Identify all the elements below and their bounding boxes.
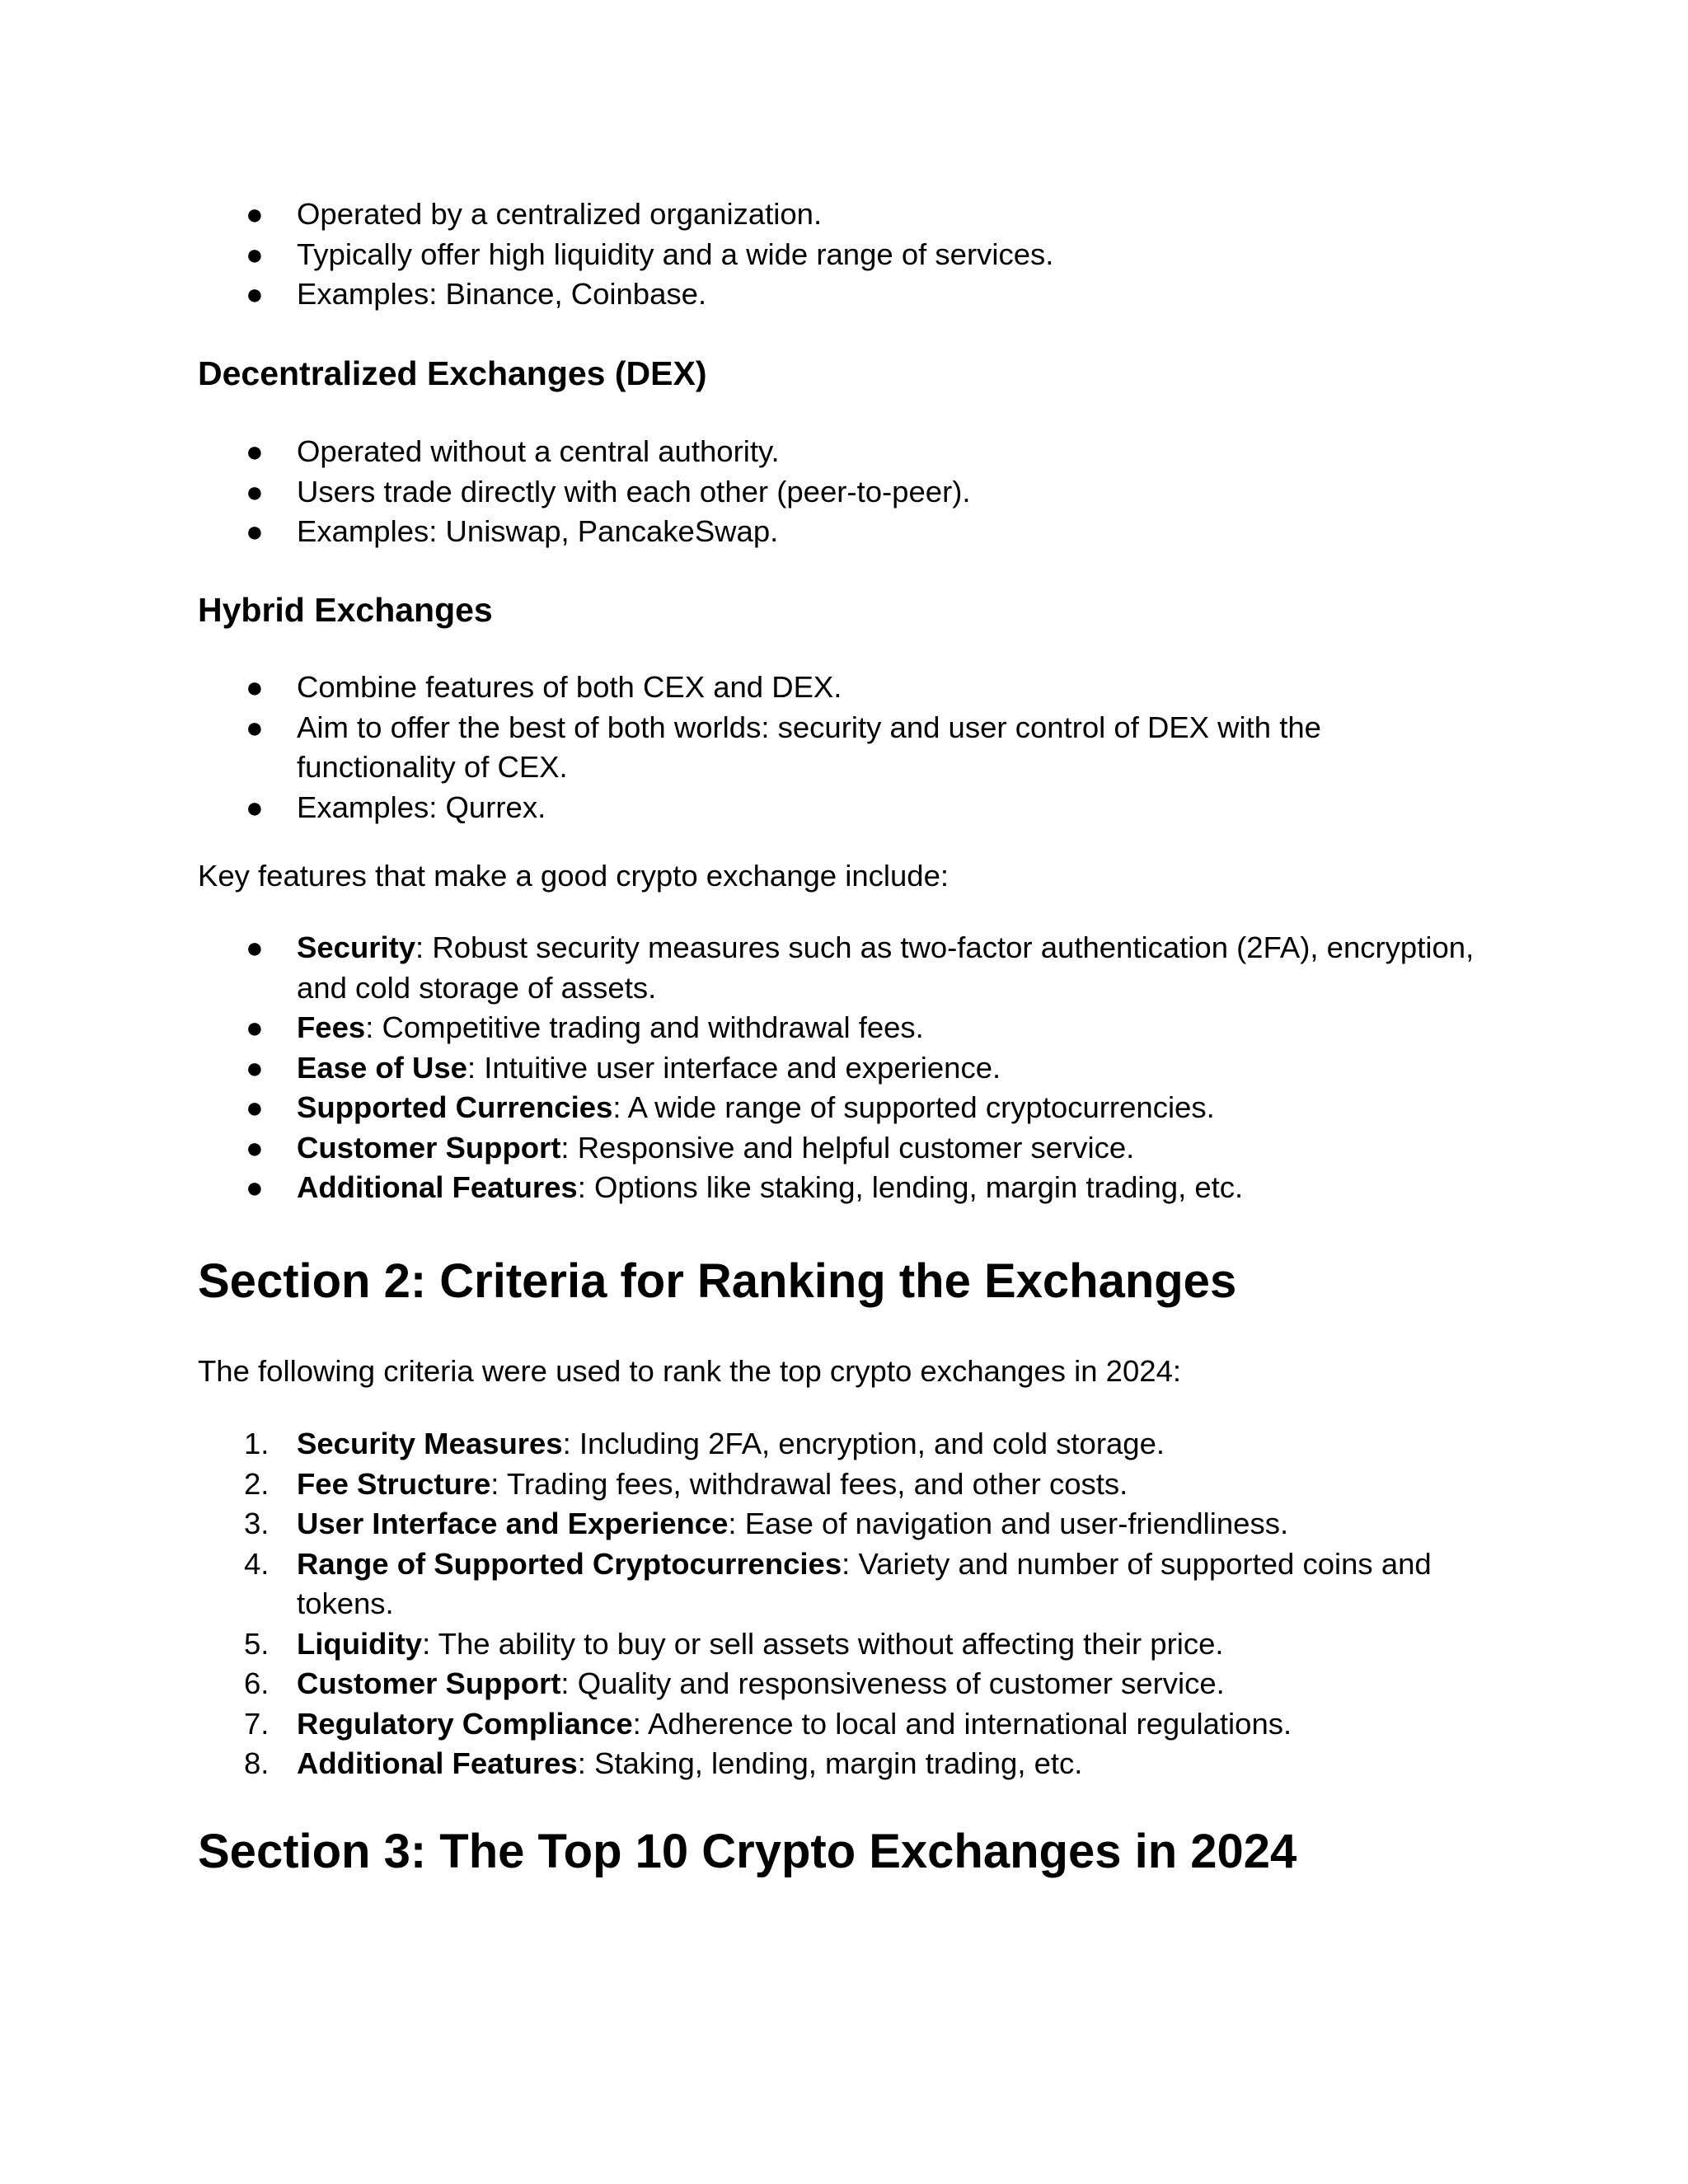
list-item: ● Examples: Binance, Coinbase. bbox=[198, 274, 1053, 315]
item-desc: : Trading fees, withdrawal fees, and other costs. bbox=[490, 1466, 1128, 1501]
list-item bbox=[198, 1088, 1517, 1128]
item-desc: : Robust security measures such as two-factor authentication (2FA), encryption, and cold storage of assets. bbox=[297, 930, 1475, 1005]
list-item bbox=[198, 1544, 1517, 1624]
item-desc: : A wide range of supported cryptocurrencies. bbox=[612, 1090, 1215, 1124]
item-term: Fee Structure bbox=[297, 1466, 491, 1501]
list-item: ● Examples: Qurrex. bbox=[198, 788, 1376, 828]
item-number: 1. bbox=[244, 1427, 270, 1460]
bullet-icon: ● bbox=[246, 790, 264, 824]
list-item bbox=[198, 1465, 1517, 1505]
item-desc: : The ability to buy or sell assets without affecting their price. bbox=[422, 1626, 1224, 1661]
item-desc: : Staking, lending, margin trading, etc. bbox=[577, 1746, 1083, 1780]
item-number: 6. bbox=[244, 1666, 270, 1700]
list-item: ● Examples: Uniswap, PancakeSwap. bbox=[198, 512, 971, 552]
list-item: ● Users trade directly with each other (peer-to-peer). bbox=[198, 472, 971, 513]
list-item bbox=[198, 1624, 1517, 1665]
list-item bbox=[198, 1744, 1517, 1784]
list-item bbox=[198, 1664, 1517, 1704]
list-item bbox=[198, 1168, 1517, 1208]
bullet-icon: ● bbox=[246, 277, 264, 311]
item-desc: : Adherence to local and international regulations. bbox=[632, 1706, 1292, 1741]
section3-heading: Section 3: The Top 10 Crypto Exchanges in 2024 bbox=[198, 1825, 1297, 1878]
item-term: Regulatory Compliance bbox=[297, 1706, 633, 1741]
item-term: Fees bbox=[297, 1010, 366, 1044]
bullet-icon: ● bbox=[246, 1050, 264, 1085]
bullet-icon: ● bbox=[246, 1130, 264, 1165]
bullet-icon: ● bbox=[246, 474, 264, 509]
key-features-list bbox=[198, 928, 1517, 1208]
cex-bullet-list bbox=[198, 194, 1053, 315]
item-desc: : Intuitive user interface and experience. bbox=[467, 1050, 1001, 1085]
bullet-icon: ● bbox=[246, 710, 264, 744]
item-desc: : Variety and number of supported coins and tokens. bbox=[297, 1546, 1432, 1620]
item-desc: : Quality and responsiveness of customer service. bbox=[560, 1666, 1225, 1700]
item-desc: : Options like staking, lending, margin trading, etc. bbox=[577, 1170, 1244, 1204]
bullet-icon: ● bbox=[246, 1170, 264, 1204]
item-number: 7. bbox=[244, 1706, 270, 1741]
list-item bbox=[198, 1424, 1517, 1465]
hybrid-bullet-list bbox=[198, 668, 1376, 827]
bullet-icon: ● bbox=[246, 197, 264, 231]
item-number: 8. bbox=[244, 1746, 270, 1780]
item-desc: : Including 2FA, encryption, and cold storage. bbox=[562, 1427, 1165, 1460]
item-number: 4. bbox=[244, 1546, 270, 1581]
list-item bbox=[198, 1704, 1517, 1745]
list-item: ● Combine features of both CEX and DEX. bbox=[198, 668, 1376, 708]
item-number: 3. bbox=[244, 1507, 270, 1540]
item-term: Additional Features bbox=[297, 1170, 578, 1204]
key-features-intro: Key features that make a good crypto exchange include: bbox=[198, 859, 950, 893]
list-item: ● Typically offer high liquidity and a wide range of services. bbox=[198, 235, 1053, 275]
criteria-list bbox=[198, 1424, 1517, 1784]
item-desc: : Competitive trading and withdrawal fees. bbox=[365, 1010, 924, 1044]
bullet-icon: ● bbox=[246, 670, 264, 704]
hybrid-heading: Hybrid Exchanges bbox=[198, 591, 493, 629]
list-item bbox=[198, 928, 1517, 1008]
list-item bbox=[198, 1128, 1517, 1169]
item-number: 5. bbox=[244, 1626, 270, 1661]
bullet-icon: ● bbox=[246, 1090, 264, 1124]
bullet-icon: ● bbox=[246, 514, 264, 548]
item-term: Security Measures bbox=[297, 1427, 563, 1460]
item-term: Customer Support bbox=[297, 1666, 561, 1700]
list-item bbox=[198, 1504, 1517, 1544]
item-desc: : Responsive and helpful customer service. bbox=[560, 1130, 1135, 1165]
list-item: ● Aim to offer the best of both worlds: security and user control of DEX with the functionality of CEX. bbox=[198, 708, 1376, 788]
item-term: Range of Supported Cryptocurrencies bbox=[297, 1546, 842, 1581]
list-item: ● Operated by a centralized organization. bbox=[198, 194, 1053, 235]
item-term: Customer Support bbox=[297, 1130, 561, 1165]
item-desc: : Ease of navigation and user-friendliness. bbox=[728, 1507, 1289, 1540]
dex-heading: Decentralized Exchanges (DEX) bbox=[198, 354, 707, 392]
item-term: User Interface and Experience bbox=[297, 1507, 729, 1540]
list-item bbox=[198, 1048, 1517, 1089]
bullet-icon: ● bbox=[246, 237, 264, 271]
bullet-icon: ● bbox=[246, 930, 264, 964]
item-term: Security bbox=[297, 930, 416, 964]
item-number: 2. bbox=[244, 1466, 270, 1501]
bullet-icon: ● bbox=[246, 1010, 264, 1044]
item-term: Ease of Use bbox=[297, 1050, 467, 1085]
bullet-icon: ● bbox=[246, 434, 264, 468]
list-item: ● Operated without a central authority. bbox=[198, 432, 971, 472]
section2-heading: Section 2: Criteria for Ranking the Exchanges bbox=[198, 1254, 1237, 1308]
dex-bullet-list bbox=[198, 432, 971, 552]
list-item bbox=[198, 1008, 1517, 1048]
section2-intro: The following criteria were used to rank the top crypto exchanges in 2024: bbox=[198, 1354, 1182, 1388]
item-term: Supported Currencies bbox=[297, 1090, 613, 1124]
item-term: Additional Features bbox=[297, 1746, 578, 1780]
item-term: Liquidity bbox=[297, 1626, 423, 1661]
